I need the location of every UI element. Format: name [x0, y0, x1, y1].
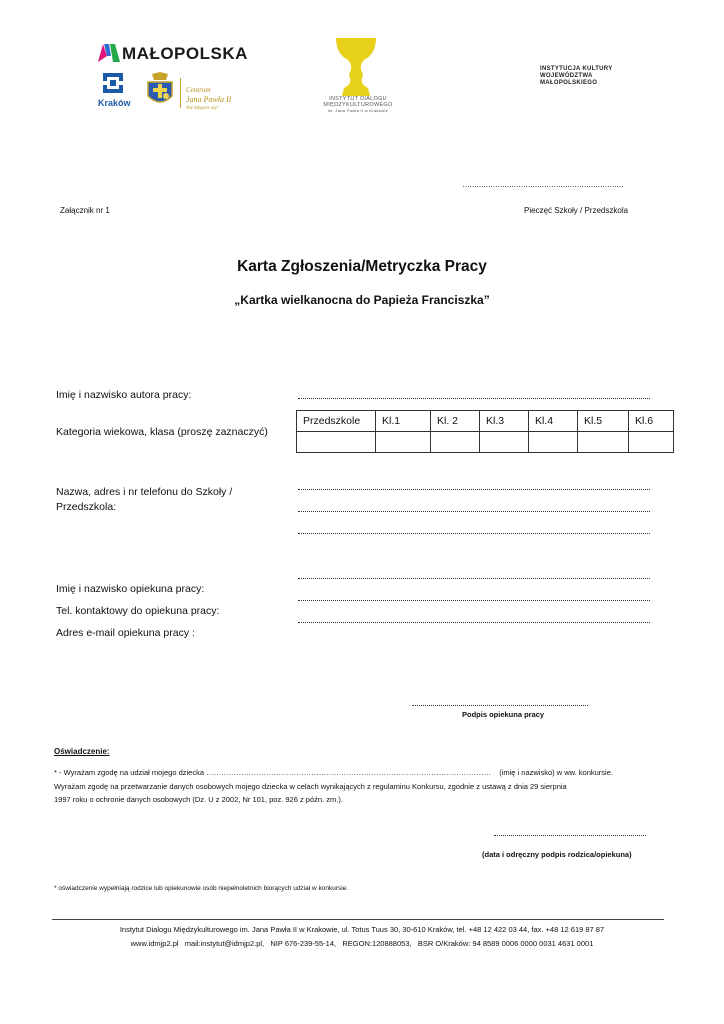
- declaration-heading: Oświadczenie:: [54, 747, 110, 756]
- category-class-1: Kl.1: [376, 411, 431, 432]
- category-cell-class-3[interactable]: [480, 432, 529, 453]
- category-cell-class-5[interactable]: [578, 432, 629, 453]
- stamp-label: Pieczęć Szkoły / Przedszkola: [524, 206, 629, 215]
- category-cell-class-4[interactable]: [529, 432, 578, 453]
- instytut-line-1: INSTYTUT DIALOGU: [329, 96, 387, 102]
- malopolska-logo: [98, 42, 120, 67]
- category-cell-preschool[interactable]: [297, 432, 376, 453]
- krakow-logo: [102, 72, 124, 99]
- category-class-2: Kl. 2: [431, 411, 480, 432]
- category-checkbox-row: [297, 432, 674, 453]
- footer-line-2: www.idmjp2.pl mail:instytut@idmjp2.pl, NIP 676-239-55-14, REGON:120888053, BSR O/Kraków: 94 8589 0006 0000 0031 4631 0001: [130, 939, 594, 948]
- centrum-line-3: Nie lękajcie się!: [186, 106, 219, 111]
- category-class-6: Kl.6: [629, 411, 674, 432]
- ik-line-1: INSTYTUCJA KULTURY: [540, 66, 613, 72]
- parent-signature-field[interactable]: [494, 835, 646, 836]
- school-label-1: Nazwa, adres i nr telefonu do Szkoły /: [56, 486, 233, 498]
- category-cell-class-2[interactable]: [431, 432, 480, 453]
- chalice-faces-icon: [334, 38, 378, 96]
- parent-signature-label: (data i odręczny podpis rodzica/opiekuna): [482, 850, 632, 859]
- centrum-line-1: Centrum: [186, 86, 211, 94]
- guardian-signature-field[interactable]: [412, 705, 588, 706]
- school-label-2: Przedszkola:: [56, 501, 117, 513]
- stamp-dots: ……………………………………………………………: [462, 180, 623, 189]
- logo-divider: [180, 78, 181, 108]
- guardian-signature-label: Podpis opiekuna pracy: [462, 710, 545, 719]
- guardian-name-label: Imię i nazwisko opiekuna pracy:: [56, 583, 205, 595]
- author-label: Imię i nazwisko autora pracy:: [56, 389, 192, 401]
- instytut-line-2: MIĘDZYKULTUROWEGO: [323, 102, 393, 108]
- declaration-line-2: Wyrażam zgodę na przetwarzanie danych osobowych mojego dziecka w celach wynikających z regulaminu Konkursu, zgodnie z ustawą z dnia 29 sierpnia: [54, 782, 567, 791]
- instytucja-kultury-text: [540, 66, 613, 87]
- page-subtitle: „Kartka wielkanocna do Papieża Franciszka”: [234, 293, 490, 307]
- footnote: * oświadczenie wypełniają rodzice lub opiekunowie osób niepełnoletnich biorących udział w konkursie.: [54, 885, 349, 892]
- attachment-label: Załącznik nr 1: [60, 206, 110, 215]
- declaration-line-1: [54, 768, 613, 777]
- guardian-phone-label: Tel. kontaktowy do opiekuna pracy:: [56, 605, 220, 617]
- category-header-row: [297, 411, 674, 432]
- guardian-name-field[interactable]: [298, 578, 650, 579]
- instytut-logo-text: [318, 96, 398, 114]
- coat-of-arms-icon: [144, 72, 176, 110]
- footer-line-1: Instytut Dialogu Międzykulturowego im. Jana Pawła II w Krakowie, ul. Totus Tuus 30, 30-610 Kraków, tel. +48 12 422 03 44, fax. +48 12 619 87 87: [119, 925, 605, 934]
- instytut-logo: [334, 38, 378, 101]
- category-cell-class-6[interactable]: [629, 432, 674, 453]
- author-field[interactable]: [298, 398, 650, 399]
- malopolska-wordmark: MAŁOPOLSKA: [122, 44, 248, 63]
- school-field-1[interactable]: [298, 489, 650, 490]
- centrum-line-2: Jana Pawła II: [186, 95, 232, 104]
- category-class-4: Kl.4: [529, 411, 578, 432]
- ik-line-2: WOJEWÓDZTWA: [540, 73, 593, 79]
- guardian-email-field[interactable]: [298, 622, 650, 623]
- declaration-line-1-end: (imię i nazwisko) w ww. konkursie.: [499, 768, 613, 777]
- declaration-line-3: 1997 roku o ochronie danych osobowych (Dz. U z 2002, Nr 101, poz. 926 z późn. zm.).: [54, 795, 343, 804]
- instytut-line-3: im. Jana Pawła II w Krakowie: [327, 108, 389, 113]
- malopolska-mark-icon: [98, 42, 120, 62]
- krakow-label: Kraków: [98, 98, 131, 108]
- papal-coat-of-arms: [144, 72, 176, 115]
- school-field-3[interactable]: [298, 533, 650, 534]
- category-cell-class-1[interactable]: [376, 432, 431, 453]
- category-class-3: Kl.3: [480, 411, 529, 432]
- category-preschool: Przedszkole: [297, 411, 376, 432]
- guardian-phone-field[interactable]: [298, 600, 650, 601]
- declaration-line-1-start: * - Wyrażam zgodę na udział mojego dziecka ……………………………………………………………………………………………………: [54, 768, 492, 777]
- school-field-2[interactable]: [298, 511, 650, 512]
- category-class-5: Kl.5: [578, 411, 629, 432]
- page-title: Karta Zgłoszenia/Metryczka Pracy: [237, 258, 487, 275]
- centrum-logo-text: [186, 86, 231, 113]
- category-label: Kategoria wiekowa, klasa (proszę zaznaczyć): [56, 426, 268, 438]
- ik-line-3: MAŁOPOLSKIEGO: [540, 80, 598, 86]
- category-table: [296, 410, 674, 453]
- krakow-crest-icon: [102, 72, 124, 94]
- footer-divider: [52, 919, 664, 920]
- guardian-email-label: Adres e-mail opiekuna pracy :: [56, 627, 195, 639]
